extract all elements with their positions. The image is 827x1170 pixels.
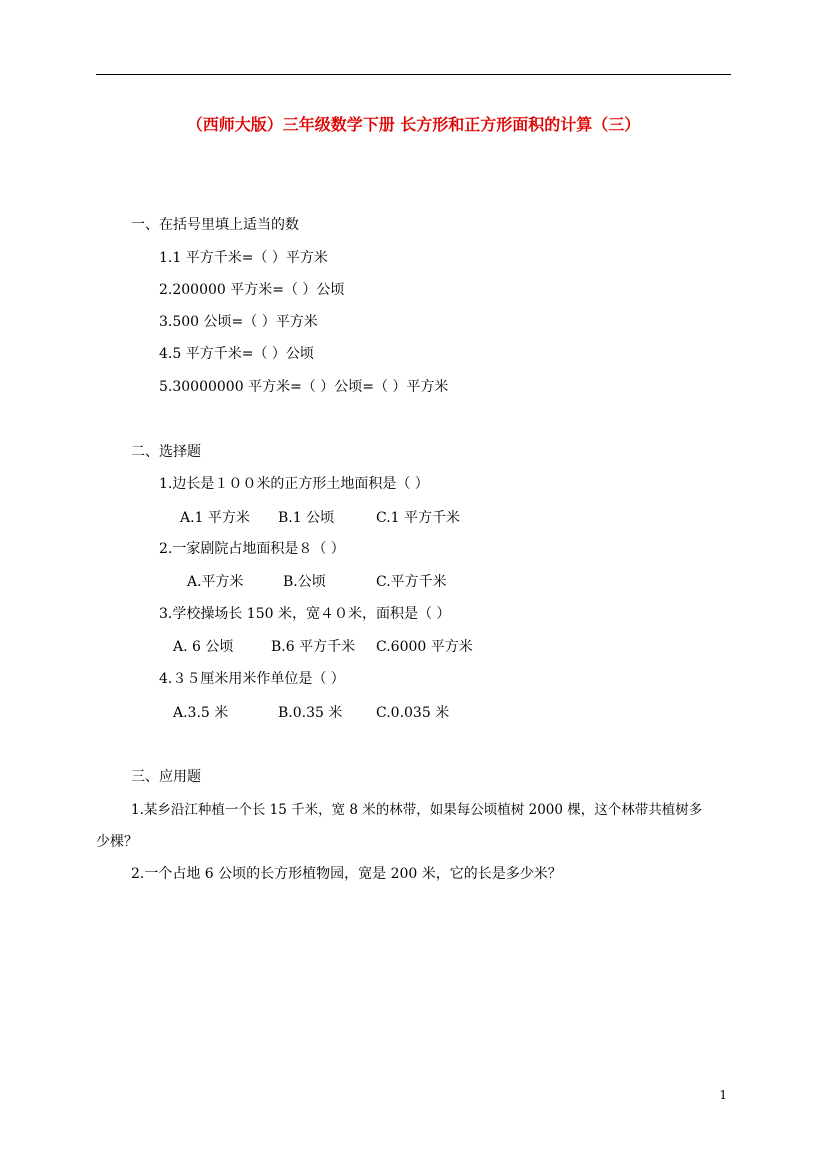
s1-question-2: 2.200000 平方米=（ ）公顷 — [159, 282, 345, 298]
section-2-heading: 二、选择题 — [131, 444, 201, 460]
s2-question-2: 2.一家剧院占地面积是８（ ） — [159, 541, 345, 557]
s2-q4-option-a: A.3.5 米 — [173, 705, 229, 721]
page-title: （西师大版）三年级数学下册 长方形和正方形面积的计算（三） — [186, 115, 641, 134]
page-number: 1 — [719, 1088, 727, 1102]
s1-question-5: 5.30000000 平方米=（ ）公顷=（ ）平方米 — [159, 379, 449, 395]
s2-question-1: 1.边长是１００米的正方形土地面积是（ ） — [159, 476, 429, 492]
s2-q1-option-c: C.1 平方千米 — [376, 510, 461, 526]
header-rule — [96, 74, 731, 75]
s2-q4-option-c: C.0.035 米 — [376, 705, 450, 721]
s1-question-3: 3.500 公顷=（ ）平方米 — [159, 314, 318, 330]
s2-question-3: 3.学校操场长 150 米，宽４０米，面积是（ ） — [159, 606, 451, 622]
s1-question-4: 4.5 平方千米=（ ）公顷 — [159, 346, 314, 362]
s2-q1-option-b: B.1 公顷 — [278, 510, 335, 526]
s3-question-1-line-1: 1.某乡沿江种植一个长 15 千米，宽 8 米的林带，如果每公顷植树 2000 棵，这个林带共植树多 — [131, 802, 703, 818]
s2-q2-option-a: A.平方米 — [187, 574, 244, 590]
s2-q3-option-c: C.6000 平方米 — [376, 639, 473, 655]
s2-q2-option-c: C.平方千米 — [376, 574, 447, 590]
s2-question-4: 4.３５厘米用米作单位是（ ） — [159, 671, 345, 687]
s3-question-1-line-2: 少棵？ — [96, 834, 138, 850]
s2-q2-option-b: B.公顷 — [283, 574, 326, 590]
section-3-heading: 三、应用题 — [131, 769, 201, 785]
s2-q3-option-b: B.6 平方千米 — [271, 639, 356, 655]
s2-q1-option-a: A.1 平方米 — [180, 510, 250, 526]
s1-question-1: 1.1 平方千米=（ ）平方米 — [159, 250, 328, 266]
s2-q3-option-a: A. 6 公顷 — [173, 639, 234, 655]
s2-q4-option-b: B.0.35 米 — [278, 705, 343, 721]
s3-question-2: 2.一个占地 6 公顷的长方形植物园，宽是 200 米，它的长是多少米？ — [131, 866, 562, 882]
section-1-heading: 一、在括号里填上适当的数 — [131, 217, 299, 233]
